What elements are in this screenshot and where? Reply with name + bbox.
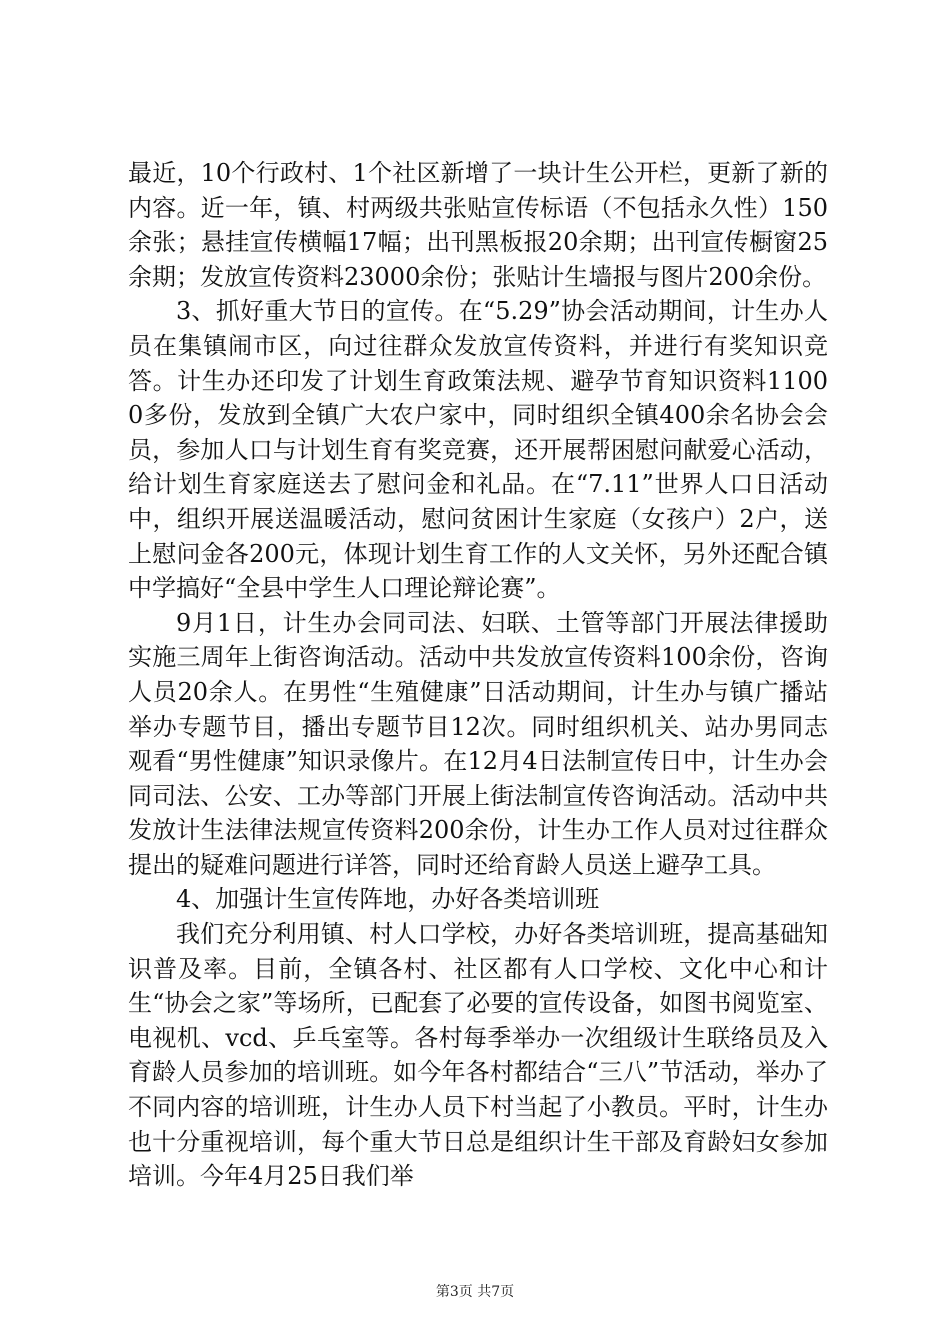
paragraph-holiday-publicity: 3、抓好重大节日的宣传。在“5.29”协会活动期间，计生办人员在集镇闹市区，向过往群众发放宣传资料，并进行有奖知识竞答。计生办还印发了计划生育政策法规、避孕节育知识资料11000多份，发放到全镇广大农户家中，同时组织全镇400余名协会会员，参加人口与计划生育有奖竞赛，还开展帮困慰问献爱心活动，给计划生育家庭送去了慰问金和礼品。在“7.11”世界人口日活动中，组织开展送温暖活动，慰问贫困计生家庭（女孩户）2户，送上慰问金各200元，体现计划生育工作的人文关怀，另外还配合镇中学搞好“全县中学生人口理论辩论赛”。	[128, 297, 828, 603]
paragraph-publicity-stats: 最近，10个行政村、1个社区新增了一块计生公开栏，更新了新的内容。近一年，镇、村两级共张贴宣传标语（不包括永久性）150余张；悬挂宣传横幅17幅；出刊黑板报20余期；出刊宣传橱窗25余期；发放宣传资料23000余份；张贴计生墙报与图片200余份。	[128, 159, 828, 291]
document-body	[128, 156, 828, 1194]
paragraph-legal-aid-activities: 9月1日，计生办会同司法、妇联、土管等部门开展法律援助实施三周年上街咨询活动。活动中共发放宣传资料100余份，咨询人员20余人。在男性“生殖健康”日活动期间，计生办与镇广播站举办专题节目，播出专题节目12次。同时组织机关、站办男同志观看“男性健康”知识录像片。在12月4日法制宣传日中，计生办会同司法、公安、工办等部门开展上街法制宣传咨询活动。活动中共发放计生法律法规宣传资料200余份，计生办工作人员对过往群众提出的疑难问题进行详答，同时还给育龄人员送上避孕工具。	[128, 608, 828, 879]
paragraph-training-classes: 我们充分利用镇、村人口学校，办好各类培训班，提高基础知识普及率。目前，全镇各村、社区都有人口学校、文化中心和计生“协会之家”等场所，已配套了必要的宣传设备，如图书阅览室、电视机、vcd、乒乓室等。各村每季举办一次组级计生联络员及入育龄人员参加的培训班。如今年各村都结合“三八”节活动，举办了不同内容的培训班，计生办人员下村当起了小教员。平时，计生办也十分重视培训，每个重大节日总是组织计生干部及育龄妇女参加培训。今年4月25日我们举	[128, 920, 828, 1191]
page-number-footer: 第3页 共7页	[435, 1284, 515, 1300]
section-heading-training: 4、加强计生宣传阵地，办好各类培训班	[176, 885, 600, 914]
